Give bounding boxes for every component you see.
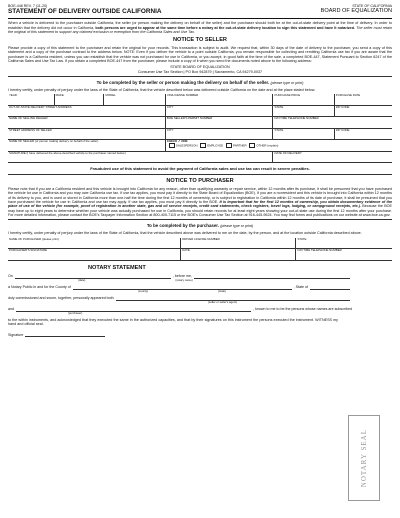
intro-text: When a vehicle is delivered to the purchaser outside California, the seller (or person making the delivery on behalf of the seller) and the purchaser should both be at the out-of-state delivery point at the time of delivery. In order to establish that the delivery did not occur in California,	[8, 21, 392, 30]
seller-state-field[interactable]	[273, 128, 334, 140]
notary-line-1	[8, 274, 392, 279]
purchaser-section-heading	[8, 223, 392, 228]
form-title: STATEMENT OF DELIVERY OUTSIDE CALIFORNIA	[8, 8, 162, 16]
purchaser-notice-text-end: Because the BOE may have up to eight years to determine whether your vehicle was actually purchased for use in California, you should retain records for at least eight years showing your out-of-state use during the first 12 months after your purchase. For more detailed information, please contact the BOE's Taxpayer Information Section at 800-400-7115 or the BOE's Consumer Use Tax Section at 916-445-9524. You may find forms and publications on our website at www.boe.ca.gov.	[8, 204, 393, 217]
boe-address-line1: STATE BOARD OF EQUALIZATION	[170, 65, 230, 70]
intro-paragraph	[8, 21, 392, 34]
seller-heading-text: To be completed by the seller or person making the delivery on behalf of the seller.	[96, 79, 270, 85]
dealer-name-field[interactable]	[8, 117, 165, 129]
field-label: MODEL	[105, 93, 116, 98]
notary-county-label: a Notary Public in and for the County of	[8, 285, 71, 290]
dealer-row	[8, 117, 392, 129]
notary-line-4-sub	[8, 312, 392, 315]
vin-field[interactable]	[165, 94, 273, 105]
notary-signature-label: Signature	[8, 332, 24, 337]
boe-address-line2: Consumer Use Tax Section | PO Box 942879 | Sacramento, CA 94279-0037	[137, 69, 263, 74]
seller-street-field[interactable]	[8, 128, 165, 140]
field-label: DAYTIME TELEPHONE NUMBER	[274, 116, 319, 121]
field-label: SIGNATURE (I have delivered the above-described vehicle to the purchaser named below.)	[9, 150, 126, 155]
notary-line-2-sub	[8, 290, 392, 293]
notary-known-label: , known to me to be the persons whose names are subscribed	[253, 307, 352, 312]
other-checkbox[interactable]	[249, 143, 255, 148]
field-label: STATE	[274, 127, 284, 132]
field-label: YEAR	[9, 93, 17, 98]
notary-body: to the within instruments, and acknowledged that they executed the same in the authorized capacities, and that by their signatures on this instrument the persons executed the instrument. WITNESS my hand and official seal.	[8, 317, 338, 326]
notary-line-2	[8, 285, 392, 290]
seller-name-row	[8, 140, 392, 152]
state-caption: (state)	[218, 288, 227, 293]
make-field[interactable]	[54, 94, 104, 105]
notary-seal-box	[348, 415, 380, 501]
field-label: ZIP CODE	[335, 104, 350, 109]
notary-signature-input[interactable]	[25, 332, 105, 337]
form-header-top	[8, 0, 392, 8]
field-label: DATE OF DELIVERY	[274, 150, 302, 155]
purchaser-name-row	[8, 238, 392, 249]
purchaser-date-field[interactable]	[181, 249, 296, 261]
notary-date-input[interactable]	[15, 274, 171, 279]
date-caption: (date)	[78, 277, 86, 282]
notary-state-label: , State of	[293, 285, 308, 290]
purchaser-caption: (purchaser)	[68, 310, 83, 315]
field-label: DAYTIME TELEPHONE NUMBER	[297, 248, 342, 253]
delivery-zip-field[interactable]	[334, 105, 392, 117]
delivery-state-field[interactable]	[273, 105, 334, 117]
model-field[interactable]	[104, 94, 165, 105]
field-label: OUT-OF-STATE DELIVERY STREET ADDRESS	[9, 104, 72, 109]
field-label: STATE	[274, 104, 284, 109]
checkbox-label: OTHER (explain)	[256, 143, 279, 148]
notary-line-4	[8, 307, 392, 312]
field-label: PURCHASE PRICE	[274, 93, 301, 98]
notary-on-label: On	[8, 274, 13, 279]
field-label: MAKE	[55, 93, 64, 98]
checkbox-label: PARTNER	[232, 143, 247, 148]
purchaser-name-field[interactable]	[8, 238, 181, 249]
field-label: STREET ADDRESS OF SELLER	[9, 127, 52, 132]
checkbox-label: EMPLOYEE	[207, 143, 224, 148]
seller-certify-text: I hereby certify, under penalty of perjury under the laws of the State of California, that the vehicle described below was delivered outside California on the date and at the place stated below.	[8, 87, 316, 92]
intro-bold-text: both persons are urged to appear at the same time before a notary at the out-of-state delivery location to sign this statement and have it notarized.	[95, 25, 355, 30]
vehicle-row	[8, 94, 392, 105]
seller-zip-field[interactable]	[334, 128, 392, 140]
field-label: NAME OF SELLING DEALER	[9, 116, 48, 121]
field-label: ZIP CODE	[335, 127, 350, 132]
field-label: NAME OF PURCHASER (please print)	[9, 236, 59, 241]
field-label: PURCHASE DATE	[335, 93, 361, 98]
purchase-date-field[interactable]	[334, 94, 392, 105]
field-label: STATE	[297, 236, 307, 241]
check-one-label: CHECK ✓ ONE	[166, 139, 188, 144]
notary-name-input[interactable]	[194, 274, 350, 279]
notice-to-purchaser-body	[8, 187, 392, 217]
notary-line-3	[8, 296, 392, 301]
divider	[8, 219, 392, 220]
notary-county-input[interactable]	[73, 285, 292, 290]
notary-signature-line	[8, 332, 392, 337]
seller-signature-field[interactable]	[8, 151, 273, 163]
intro-italic-text: The seller must retain the original of this statement to support any claimed exclusion or exemption from the California Sales and Use Tax.	[8, 25, 392, 34]
employee-checkbox[interactable]	[200, 143, 206, 148]
dealer-phone-field[interactable]	[273, 117, 392, 129]
seller-section-heading	[8, 80, 392, 85]
purchaser-signature-row	[8, 249, 392, 261]
notary-seal-text: NOTARY SEAL	[360, 428, 368, 488]
seller-name-field[interactable]	[8, 140, 165, 152]
notary-and-label: and	[8, 307, 14, 312]
delivery-city-field[interactable]	[165, 105, 273, 117]
salesperson-checkbox[interactable]	[169, 143, 175, 148]
checkbox-label: SALESPERSON	[175, 143, 198, 148]
seller-agent-caption: (seller or seller's agent)	[208, 299, 237, 304]
field-label: DATE	[182, 248, 190, 253]
form-page	[8, 0, 393, 488]
divider	[8, 174, 392, 175]
state-label: STATE OF CALIFORNIA	[352, 4, 392, 8]
driver-license-field[interactable]	[181, 238, 296, 249]
notary-name-caption: (notary name)	[175, 277, 193, 282]
field-label: DRIVER LICENSE NUMBER	[182, 236, 220, 241]
partner-checkbox[interactable]	[226, 143, 232, 148]
fraud-warning: Fraudulent use of this statement to avoid the payment of California sales and use tax can result in severe penalties.	[90, 166, 310, 172]
delivery-street-field[interactable]	[8, 105, 165, 117]
notary-line-1-sub	[8, 279, 392, 282]
field-label: CITY	[166, 127, 174, 132]
notice-to-seller-title: NOTICE TO SELLER	[173, 37, 227, 44]
notary-statement-title: NOTARY STATEMENT	[88, 264, 146, 271]
delivery-address-row	[8, 105, 392, 117]
divider	[8, 76, 392, 77]
form-header-title	[8, 8, 392, 15]
purchaser-heading-note: (please type or print)	[220, 224, 254, 229]
seller-address-row	[8, 128, 392, 140]
notary-state-input[interactable]	[310, 285, 350, 290]
field-label: PURCHASER'S SIGNATURE	[9, 248, 48, 253]
notice-to-purchaser-title: NOTICE TO PURCHASER	[166, 178, 234, 185]
notary-purchaser-input[interactable]	[16, 307, 251, 312]
purchaser-form-table	[8, 238, 392, 261]
notice-to-seller-body: Please provide a copy of this statement to the purchaser and retain the original for your records. This transaction is subject to audit. We request that, within 30 days of the date of delivery to the purchaser, you send a copy of this statement and a copy of the purchase contract to the address below. NOTE: Even if you deliver the vehicle to a point outside California, you remain responsible for collecting and remitting California use tax if you are aware that the purchaser is a California resident, unless you can establish that the vehicle was not purchased for use in California, or you accept, in good faith at the time of the sale, a completed BOE-447, Statement Pursuant to Section 6247 of the California Sales and Use Tax Law. If you obtain a completed BOE-447 from the purchaser, please include a copy of it when you send the documents noted above to the following address:	[8, 46, 392, 63]
purchase-price-field[interactable]	[273, 94, 334, 105]
purchaser-signature-field[interactable]	[8, 249, 181, 261]
seller-signature-row	[8, 151, 392, 163]
header-rule	[8, 18, 392, 19]
year-field[interactable]	[8, 94, 54, 105]
seller-heading-note: (please type or print)	[270, 80, 304, 85]
purchaser-certify-text: I hereby certify, under penalty of perjury under the laws of the State of California, that the vehicle described above was delivered to me on the date, by the person, and at the location outside California described above.	[8, 231, 362, 236]
county-caption: (county)	[138, 288, 149, 293]
field-label: VIN/LICENSE NUMBER	[166, 93, 199, 98]
field-label: BOE SELLER'S PERMIT NUMBER	[166, 116, 213, 121]
delivery-date-field[interactable]	[273, 151, 392, 163]
seller-city-field[interactable]	[165, 128, 273, 140]
seller-permit-field[interactable]	[165, 117, 273, 129]
seller-form-table	[8, 94, 392, 163]
purchaser-notice-text: Please note that if you are a California resident and this vehicle is brought into California for any reason, other than qualifying warranty or repair service, within 12 months after its purchase, it shall be presumed that you have purchased the vehicle for use in California and you may owe California use tax. If use tax applies, you must pay it directly to the State Board of Equalization (BOE). If you are a nonresident and this vehicle is brought into California within 12 months of its delivery to you, and is used or stored in California more than one-half the time during the first 12 months of ownership, or is subject to registration in California within 12 months of its date of purchase, it shall be presumed that you have purchased the vehicle for use in California and use tax may apply. If use tax applies, you must pay it directly to the BOE.	[8, 187, 392, 205]
notary-appeared-label: duly commissioned and sworn, together, personally appeared both	[8, 296, 114, 301]
notary-before-me-label: , before me,	[172, 274, 192, 279]
field-label: CITY	[166, 104, 174, 109]
form-id: BOE-448 REV. 7 (11-20)	[8, 4, 48, 8]
seller-role-check	[165, 140, 392, 152]
notary-line-3-sub	[8, 301, 392, 304]
license-state-field[interactable]	[296, 238, 392, 249]
field-label: NAME OF SELLER (or person making delivery on behalf of the seller)	[9, 139, 99, 144]
agency-name: BOARD OF EQUALIZATION	[320, 8, 392, 15]
purchaser-notice-italic: It is important that for the first 12 months of ownership, you obtain documentary evidence of the place of use of the vehicle (for example, proof of registration in another state, gas and oil service receipts, credit card statements, check registers, travel logs, lodging, or campground receipts, etc.).	[8, 200, 393, 209]
purchaser-phone-field[interactable]	[296, 249, 392, 261]
purchaser-heading-text: To be completed by the purchaser.	[146, 223, 219, 229]
